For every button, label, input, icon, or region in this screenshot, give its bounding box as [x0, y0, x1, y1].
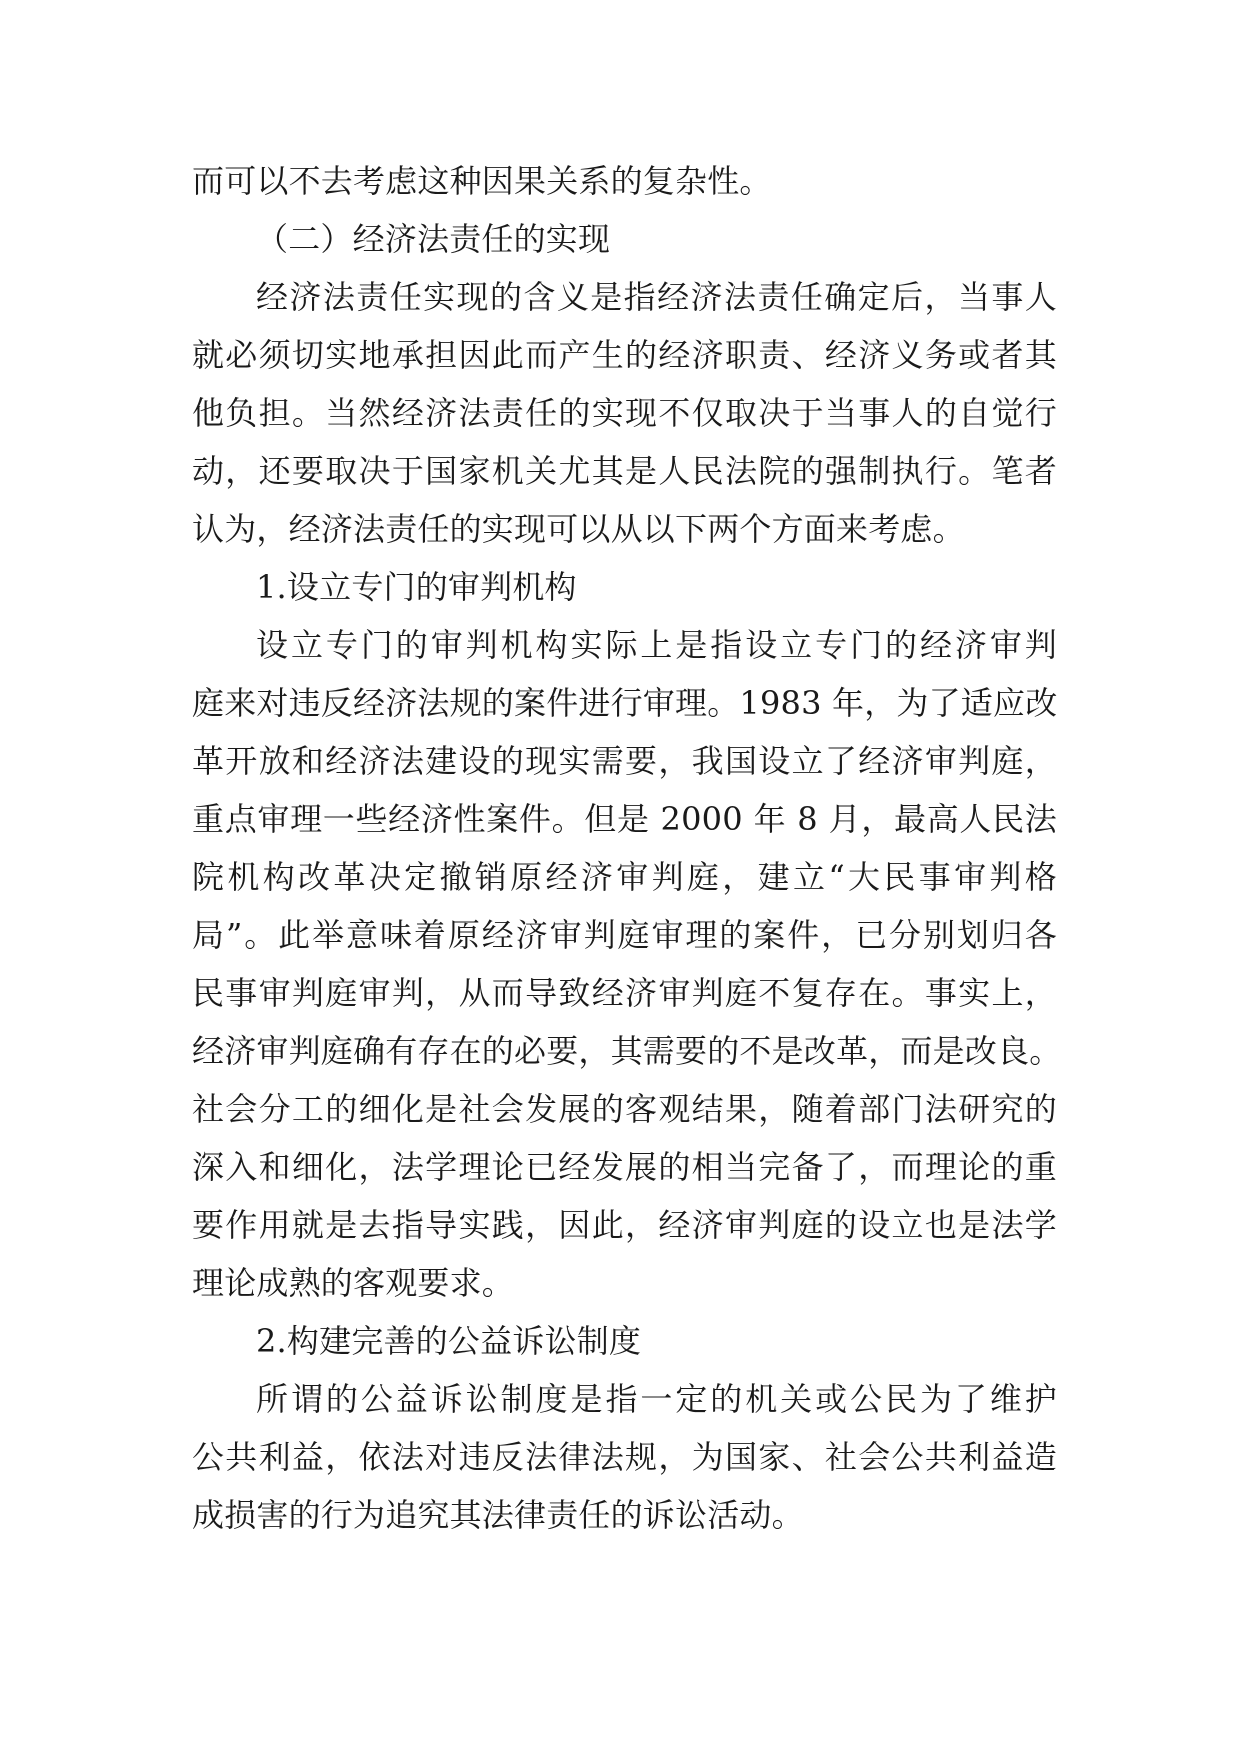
document-body — [192, 152, 1062, 1544]
paragraph-line: 公共利益，依法对违反法律法规，为国家、社会公共利益造 — [192, 1438, 1057, 1476]
paragraph-line: 院机构改革决定撤销原经济审判庭，建立“大民事审判格 — [192, 858, 1057, 896]
paragraph-line: 认为，经济法责任的实现可以从以下两个方面来考虑。 — [192, 510, 965, 548]
paragraph-line: 成损害的行为追究其法律责任的诉讼活动。 — [192, 1496, 804, 1534]
paragraph-line: 经济审判庭确有存在的必要，其需要的不是改革，而是改良。 — [192, 1032, 1062, 1070]
paragraph-line: 庭来对违反经济法规的案件进行审理。1983 年，为了适应改 — [192, 684, 1058, 722]
paragraph-line: 理论成熟的客观要求。 — [192, 1264, 515, 1302]
paragraph-line: 要作用就是去指导实践，因此，经济审判庭的设立也是法学 — [192, 1206, 1057, 1244]
paragraph-line: 重点审理一些经济性案件。但是 2000 年 8 月，最高人民法 — [192, 800, 1057, 838]
paragraph-line: 所谓的公益诉讼制度是指一定的机关或公民为了维护 — [256, 1380, 1057, 1418]
subsection-heading: 2.构建完善的公益诉讼制度 — [256, 1322, 642, 1360]
paragraph-line: 就必须切实地承担因此而产生的经济职责、经济义务或者其 — [192, 336, 1057, 374]
paragraph-line: 设立专门的审判机构实际上是指设立专门的经济审判 — [256, 626, 1057, 664]
paragraph-line: 民事审判庭审判，从而导致经济审判庭不复存在。事实上， — [192, 974, 1057, 1012]
paragraph-line: 局”。此举意味着原经济审判庭审理的案件，已分别划归各 — [192, 916, 1057, 954]
subsection-heading: 1.设立专门的审判机构 — [256, 568, 577, 606]
paragraph-line: 而可以不去考虑这种因果关系的复杂性。 — [192, 162, 772, 200]
paragraph-line: 动，还要取决于国家机关尤其是人民法院的强制执行。笔者 — [192, 452, 1057, 490]
section-heading: （二）经济法责任的实现 — [256, 220, 611, 258]
paragraph-line: 经济法责任实现的含义是指经济法责任确定后，当事人 — [256, 278, 1057, 316]
paragraph-line: 深入和细化，法学理论已经发展的相当完备了，而理论的重 — [192, 1148, 1057, 1186]
paragraph-line: 社会分工的细化是社会发展的客观结果，随着部门法研究的 — [192, 1090, 1057, 1128]
paragraph-line: 他负担。当然经济法责任的实现不仅取决于当事人的自觉行 — [192, 394, 1057, 432]
paragraph-line: 革开放和经济法建设的现实需要，我国设立了经济审判庭， — [192, 742, 1057, 780]
